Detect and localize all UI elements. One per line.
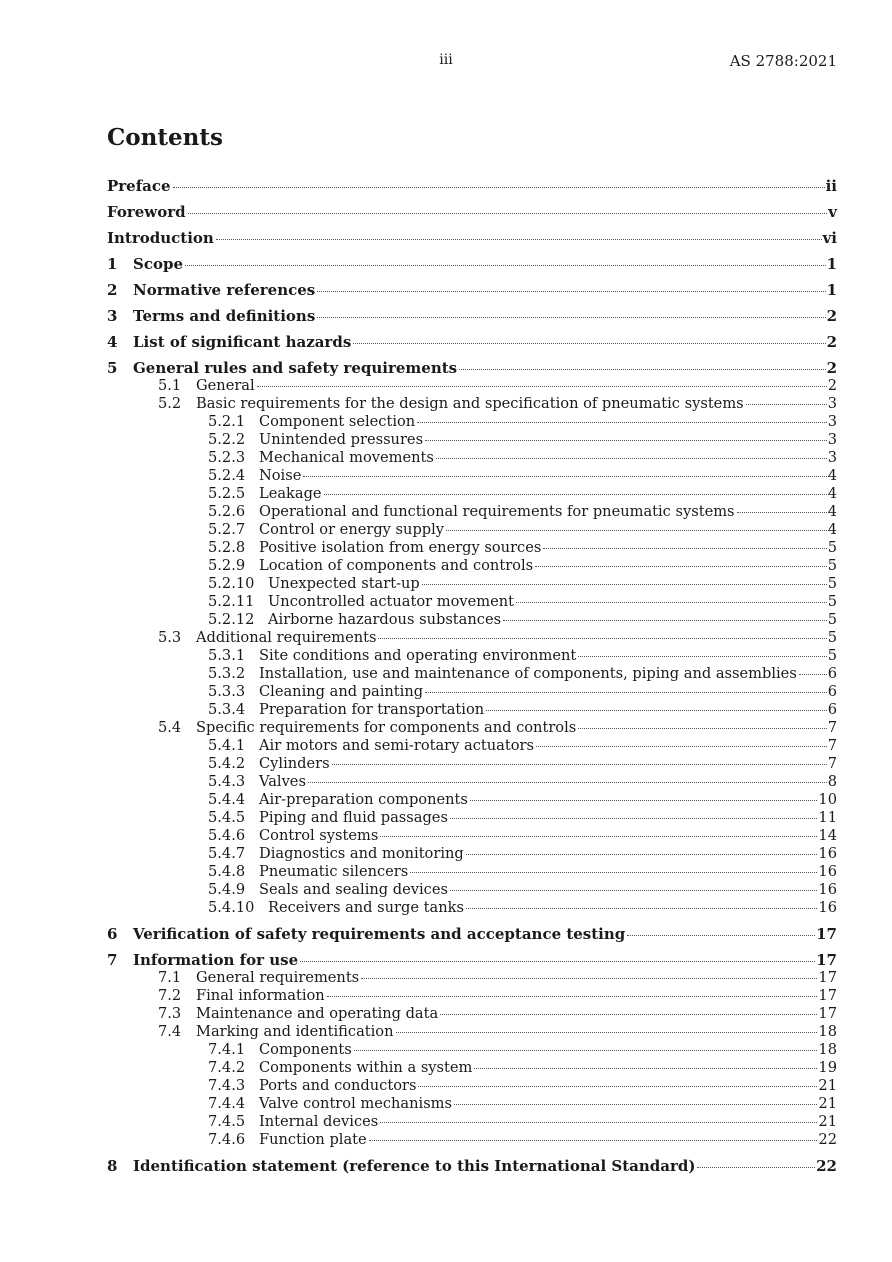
dot-leader [257,385,827,387]
toc-entry-title: Specific requirements for components and controls [196,719,577,736]
toc-entry[interactable] [107,329,837,355]
toc-entry-title: Preface [107,177,171,195]
toc-entry-page: 22 [818,1131,837,1148]
toc-entry[interactable] [107,719,837,737]
toc-entry-number: 6 [107,925,118,943]
dot-leader [332,763,827,765]
toc-entry[interactable] [107,845,837,863]
toc-entry[interactable] [107,467,837,485]
toc-entry-number: 7.3 [158,1005,182,1022]
toc-entry-number: 2 [107,281,118,299]
toc-entry[interactable] [107,1041,837,1059]
toc-entry-title: Site conditions and operating environment [259,647,577,664]
toc-entry-number: 5.2.1 [208,413,246,430]
dot-leader [543,547,826,549]
toc-entry-number: 5.3 [158,629,182,646]
toc-entry[interactable] [107,593,837,611]
toc-entry[interactable] [107,987,837,1005]
toc-entry-page: ii [825,177,837,195]
toc-entry-page: 7 [827,737,837,754]
toc-entry-page: 5 [827,647,837,664]
toc-entry-page: 10 [818,791,837,808]
dot-leader [536,745,827,747]
toc-entry-number: 5.3.4 [208,701,246,718]
toc-entry-number: 7.4 [158,1023,182,1040]
dot-leader [216,238,822,240]
dot-leader [578,655,826,657]
toc-entry-number: 7.4.1 [208,1041,246,1058]
toc-entry[interactable] [107,521,837,539]
dot-leader [578,727,826,729]
toc-entry[interactable] [107,773,837,791]
dot-leader [303,475,826,477]
toc-entry[interactable] [107,647,837,665]
toc-entry-title: Foreword [107,203,186,221]
toc-entry-number: 7.2 [158,987,182,1004]
toc-entry-number: 5.2.4 [208,467,246,484]
toc-entry[interactable] [107,225,837,251]
toc-entry[interactable] [107,809,837,827]
toc-entry-title: Airborne hazardous substances [268,611,502,628]
toc-entry-title: Valve control mechanisms [259,1095,453,1112]
dot-leader [417,421,827,423]
toc-entry-title: Normative references [133,281,316,299]
toc-entry[interactable] [107,395,837,413]
toc-entry-page: 7 [827,755,837,772]
dot-leader [425,691,827,693]
toc-entry-title: Cylinders [259,755,330,772]
toc-entry-page: 6 [827,683,837,700]
toc-entry-number: 7.4.6 [208,1131,246,1148]
page-title: Contents [107,124,223,151]
dot-leader [459,368,825,370]
dot-leader [503,619,827,621]
dot-leader [440,1013,817,1015]
toc-entry-title: General rules and safety requirements [133,359,458,377]
toc-entry-title: Pneumatic silencers [259,863,409,880]
toc-entry-page: 5 [827,539,837,556]
toc-entry[interactable] [107,485,837,503]
toc-entry[interactable] [107,303,837,329]
toc-entry[interactable] [107,1153,837,1179]
toc-entry[interactable] [107,665,837,683]
toc-entry-page: 18 [818,1041,837,1058]
toc-entry[interactable] [107,683,837,701]
toc-entry-number: 5.1 [158,377,182,394]
dot-leader [422,583,827,585]
toc-entry-title: Uncontrolled actuator movement [268,593,514,610]
toc-entry-title: Verification of safety requirements and acceptance testing [133,925,626,943]
toc-entry-page: 2 [827,377,837,394]
dot-leader [361,977,817,979]
dot-leader [300,960,815,962]
toc-entry[interactable] [107,1023,837,1041]
toc-entry[interactable] [107,1131,837,1149]
dot-leader [418,1085,817,1087]
toc-entry-page: 17 [816,925,837,943]
toc-entry-page: v [828,203,837,221]
dot-leader [486,709,827,711]
toc-entry-number: 5.4.2 [208,755,246,772]
toc-entry-page: 11 [818,809,837,826]
toc-entry-title: Unintended pressures [259,431,424,448]
dot-leader [799,673,827,675]
toc-entry-title: Seals and sealing devices [259,881,448,898]
toc-entry-title: Introduction [107,229,214,247]
toc-entry-title: Operational and functional requirements for pneumatic systems [259,503,735,520]
toc-entry-page: 17 [818,969,837,986]
toc-entry-page: 19 [818,1059,837,1076]
toc-entry-number: 3 [107,307,118,325]
toc-entry-number: 4 [107,333,118,351]
toc-entry-number: 5.2.6 [208,503,246,520]
dot-leader [446,529,827,531]
toc-entry[interactable] [107,1113,837,1131]
toc-entry[interactable] [107,1095,837,1113]
toc-entry-page: 14 [818,827,837,844]
toc-entry-page: 2 [826,333,837,351]
dot-leader [354,1049,818,1051]
toc-entry[interactable] [107,827,837,845]
toc-entry[interactable] [107,969,837,987]
dot-leader [746,403,827,405]
toc-entry-page: 16 [818,899,837,916]
toc-entry-page: 2 [826,359,837,377]
toc-entry-page: 6 [827,701,837,718]
dot-leader [327,995,818,997]
toc-entry-title: Scope [133,255,184,273]
toc-entry-page: 7 [827,719,837,736]
dot-leader [378,637,826,639]
toc-entry[interactable] [107,701,837,719]
toc-entry[interactable] [107,1005,837,1023]
toc-entry-title: Diagnostics and monitoring [259,845,464,862]
toc-entry-page: 17 [818,1005,837,1022]
toc-entry-page: 3 [827,431,837,448]
toc-entry[interactable] [107,1077,837,1095]
toc-entry[interactable] [107,277,837,303]
dot-leader [317,290,825,292]
toc-entry-page: 5 [827,575,837,592]
toc-entry[interactable] [107,377,837,395]
toc-entry-number: 7.4.5 [208,1113,246,1130]
table-of-contents [107,173,837,1179]
toc-entry-title: Ports and conductors [259,1077,417,1094]
dot-leader [466,853,818,855]
toc-entry-number: 7.1 [158,969,182,986]
dot-leader [353,342,825,344]
toc-entry-page: 1 [826,255,837,273]
toc-entry-number: 5.4 [158,719,182,736]
toc-entry-title: Cleaning and painting [259,683,424,700]
toc-entry-title: Marking and identification [196,1023,394,1040]
toc-entry-number: 5.4.1 [208,737,246,754]
dot-leader [454,1103,817,1105]
toc-entry-title: Components within a system [259,1059,473,1076]
toc-entry-title: Positive isolation from energy sources [259,539,542,556]
toc-entry-page: 6 [827,665,837,682]
dot-leader [173,186,825,188]
dot-leader [380,1121,817,1123]
toc-entry-page: 21 [818,1095,837,1112]
dot-leader [380,835,817,837]
toc-entry[interactable] [107,431,837,449]
dot-leader [474,1067,817,1069]
toc-entry-number: 5.4.9 [208,881,246,898]
toc-entry-page: 3 [827,449,837,466]
dot-leader [425,439,827,441]
toc-entry-title: Final information [196,987,325,1004]
toc-entry-title: Component selection [259,413,416,430]
toc-entry-title: Mechanical movements [259,449,434,466]
toc-entry[interactable] [107,611,837,629]
toc-entry-number: 5.3.1 [208,647,246,664]
toc-entry-title: Control systems [259,827,379,844]
toc-entry-page: 5 [827,593,837,610]
toc-entry[interactable] [107,863,837,881]
toc-entry-number: 5 [107,359,118,377]
dot-leader [324,493,827,495]
toc-entry-number: 5.4.3 [208,773,246,790]
toc-entry-page: 3 [827,413,837,430]
toc-entry[interactable] [107,449,837,467]
toc-entry[interactable] [107,791,837,809]
toc-entry[interactable] [107,503,837,521]
toc-entry[interactable] [107,629,837,647]
toc-entry-title: General requirements [196,969,360,986]
toc-entry-page: 1 [826,281,837,299]
toc-entry-page: 4 [827,503,837,520]
toc-entry[interactable] [107,921,837,947]
toc-entry-page: 22 [816,1157,837,1175]
toc-entry-page: 16 [818,845,837,862]
toc-entry-title: Valves [259,773,306,790]
toc-entry-title: Basic requirements for the design and specification of pneumatic systems [196,395,744,412]
toc-entry-page: 21 [818,1077,837,1094]
toc-entry-page: 4 [827,467,837,484]
dot-leader [308,781,827,783]
toc-entry-number: 7 [107,951,118,969]
toc-entry-title: Control or energy supply [259,521,445,538]
toc-entry-page: 16 [818,863,837,880]
toc-entry-page: 4 [827,521,837,538]
dot-leader [317,316,825,318]
toc-entry-title: Receivers and surge tanks [268,899,464,916]
toc-entry-number: 5.2.3 [208,449,246,466]
toc-entry-title: Installation, use and maintenance of components, piping and assemblies [259,665,797,682]
toc-entry[interactable] [107,557,837,575]
toc-entry-number: 5.3.3 [208,683,246,700]
toc-entry-title: Terms and definitions [133,307,316,325]
toc-entry-page: 8 [827,773,837,790]
toc-entry-number: 5.2.8 [208,539,246,556]
toc-entry-page: 16 [818,881,837,898]
toc-entry-title: Information for use [133,951,299,969]
toc-entry-title: Internal devices [259,1113,379,1130]
toc-entry-title: Air-preparation components [259,791,468,808]
dot-leader [188,212,828,214]
toc-entry-number: 5.3.2 [208,665,246,682]
dot-leader [436,457,827,459]
dot-leader [185,264,826,266]
toc-entry-page: 18 [818,1023,837,1040]
toc-entry[interactable] [107,1059,837,1077]
toc-entry-title: Additional requirements [196,629,377,646]
dot-leader [516,601,827,603]
toc-entry-number: 5.4.10 [208,899,255,916]
toc-entry-page: 5 [827,557,837,574]
toc-entry-number: 5.2.9 [208,557,246,574]
dot-leader [450,889,817,891]
toc-entry-title: List of significant hazards [133,333,352,351]
toc-entry-number: 5.2.12 [208,611,255,628]
toc-entry-title: Unexpected start-up [268,575,420,592]
toc-entry-number: 5.2.11 [208,593,255,610]
toc-entry[interactable] [107,173,837,199]
toc-entry-title: Noise [259,467,302,484]
toc-entry-title: Preparation for transportation [259,701,485,718]
toc-entry-page: vi [822,229,837,247]
toc-entry-title: Location of components and controls [259,557,534,574]
toc-entry-title: Leakage [259,485,322,502]
toc-entry-number: 5.2.10 [208,575,255,592]
toc-entry-page: 21 [818,1113,837,1130]
toc-entry-page: 5 [827,629,837,646]
dot-leader [466,907,817,909]
dot-leader [396,1031,818,1033]
toc-entry-title: Maintenance and operating data [196,1005,439,1022]
toc-entry-number: 5.2.7 [208,521,246,538]
toc-entry-number: 5.2.2 [208,431,246,448]
toc-entry[interactable] [107,737,837,755]
toc-entry-number: 7.4.2 [208,1059,246,1076]
dot-leader [369,1139,818,1141]
toc-entry[interactable] [107,251,837,277]
document-id: AS 2788:2021 [729,52,837,70]
toc-entry-title: Identification statement (reference to this International Standard) [133,1157,696,1175]
toc-entry[interactable] [107,899,837,917]
toc-entry-number: 5.2.5 [208,485,246,502]
toc-entry-title: Air motors and semi-rotary actuators [259,737,534,754]
toc-entry-page: 17 [816,951,837,969]
toc-entry-title: General [196,377,255,394]
toc-entry-number: 5.4.4 [208,791,246,808]
toc-entry-number: 5.4.5 [208,809,246,826]
toc-entry-page: 2 [826,307,837,325]
toc-entry[interactable] [107,539,837,557]
toc-entry-number: 7.4.3 [208,1077,246,1094]
toc-entry-number: 5.4.6 [208,827,246,844]
toc-entry-number: 5.4.8 [208,863,246,880]
dot-leader [470,799,818,801]
toc-entry-title: Function plate [259,1131,367,1148]
page-number: iii [439,52,453,68]
toc-entry[interactable] [107,755,837,773]
dot-leader [410,871,817,873]
dot-leader [627,934,815,936]
toc-entry[interactable] [107,413,837,431]
dot-leader [450,817,817,819]
toc-entry-page: 5 [827,611,837,628]
dot-leader [535,565,827,567]
toc-entry-number: 8 [107,1157,118,1175]
dot-leader [697,1166,815,1168]
toc-entry-number: 1 [107,255,118,273]
dot-leader [737,511,827,513]
toc-entry-number: 5.4.7 [208,845,246,862]
toc-entry[interactable] [107,199,837,225]
toc-entry[interactable] [107,881,837,899]
toc-entry-title: Piping and fluid passages [259,809,448,826]
toc-entry[interactable] [107,575,837,593]
toc-entry-page: 17 [818,987,837,1004]
toc-entry-title: Components [259,1041,352,1058]
toc-entry-page: 4 [827,485,837,502]
toc-entry-number: 5.2 [158,395,182,412]
toc-entry-page: 3 [827,395,837,412]
toc-entry-number: 7.4.4 [208,1095,246,1112]
